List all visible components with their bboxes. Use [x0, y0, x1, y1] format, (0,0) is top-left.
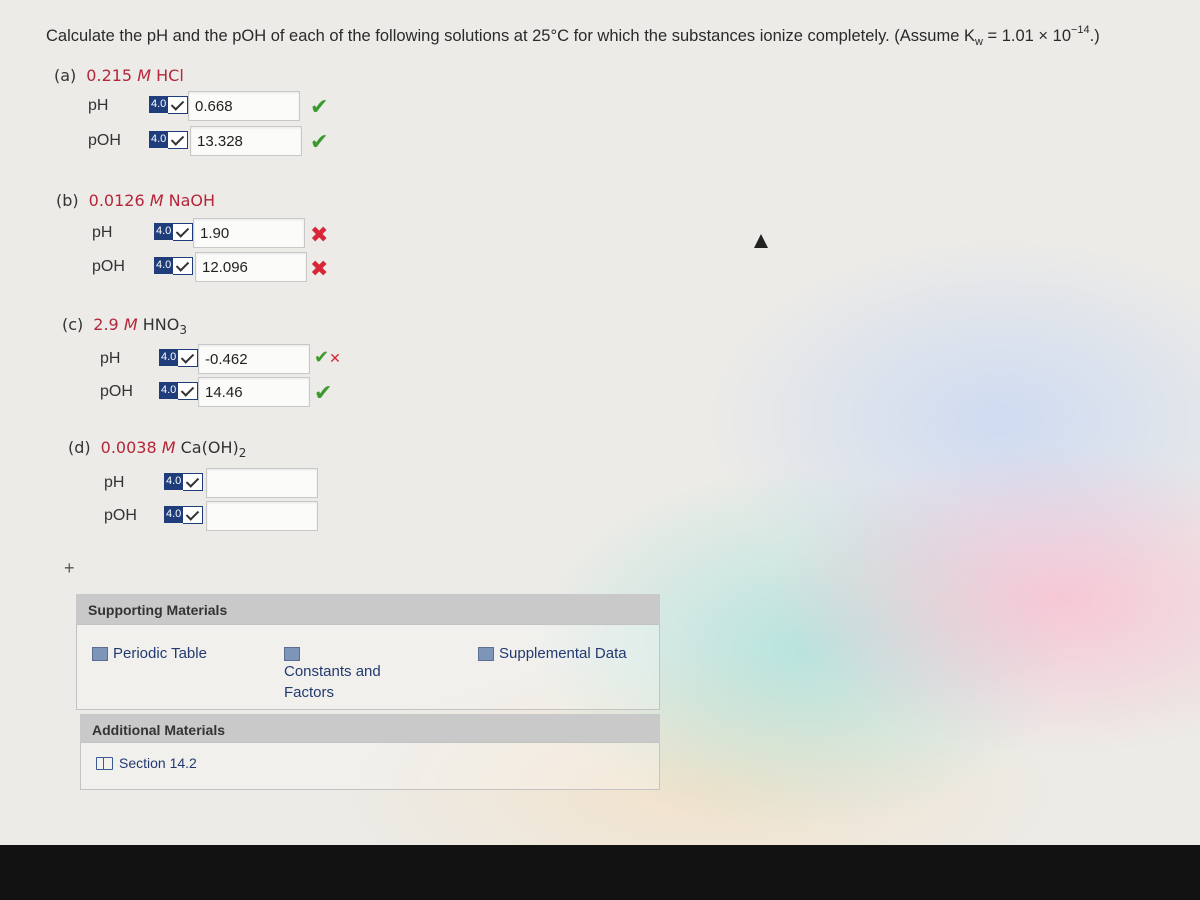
part-a-ph-points-badge: 4.0 — [149, 95, 193, 114]
checkmark-icon — [168, 131, 188, 149]
partial-credit-icon: ✔✕ — [314, 347, 341, 367]
part-a-label: (a) 0.215 M HCl — [54, 66, 184, 85]
checkmark-icon — [183, 473, 203, 491]
part-c-poh-label: pOH — [100, 383, 133, 400]
supporting-materials-header: Supporting Materials — [76, 594, 660, 624]
checkmark-icon — [178, 382, 198, 400]
part-d-ph-input[interactable] — [206, 468, 318, 498]
constants-icon — [284, 647, 300, 661]
part-c-ph-label: pH — [100, 350, 121, 367]
correct-check-icon: ✔ — [310, 129, 329, 154]
part-d-label: (d) 0.0038 M $Ca(OH)_2$ — [68, 438, 247, 460]
supplemental-data-link[interactable]: Supplemental Data — [478, 645, 627, 662]
periodic-table-link[interactable]: Periodic Table — [92, 645, 207, 662]
part-b-ph-label: pH — [92, 224, 113, 241]
part-a-poh-label: pOH — [88, 132, 121, 149]
part-d-poh-input[interactable] — [206, 501, 318, 531]
checkmark-icon — [173, 257, 193, 275]
part-b-poh-points-badge: 4.0 — [154, 256, 198, 275]
part-c-label: (c) 2.9 M $HNO_3$ — [62, 315, 187, 337]
partial-x-icon: ✕ — [329, 350, 341, 366]
part-b-poh-label: pOH — [92, 258, 125, 275]
question-text: Calculate the pH and the pOH of each of the following solutions at 25°C for which the substances ionize completely. (Assume $K_w = 1.01 \times 10^{-14}$.) — [46, 24, 1100, 48]
part-a-ph-input[interactable]: 0.668 — [188, 91, 300, 121]
monitor-bezel — [0, 845, 1200, 900]
checkmark-icon — [183, 506, 203, 524]
part-d-poh-points-badge: 4.0 — [164, 505, 208, 524]
part-b-ph-input[interactable]: 1.90 — [193, 218, 305, 248]
correct-check-icon: ✔ — [314, 380, 333, 405]
part-a-poh-points-badge: 4.0 — [149, 130, 193, 149]
part-c-poh-points-badge: 4.0 — [159, 381, 203, 400]
checkmark-icon — [173, 223, 193, 241]
correct-check-icon: ✔ — [310, 94, 329, 119]
part-c-poh-input[interactable]: 14.46 — [198, 377, 310, 407]
supplemental-data-icon — [478, 647, 494, 661]
incorrect-x-icon: ✖ — [310, 222, 329, 247]
part-a-poh-input[interactable]: 13.328 — [190, 126, 302, 156]
part-b-poh-input[interactable]: 12.096 — [195, 252, 307, 282]
add-icon[interactable]: + — [64, 558, 75, 578]
part-d-ph-points-badge: 4.0 — [164, 472, 208, 491]
additional-materials-header: Additional Materials — [80, 714, 660, 742]
checkmark-icon — [178, 349, 198, 367]
part-d-poh-label: pOH — [104, 507, 137, 524]
section-link[interactable]: Section 14.2 — [96, 755, 197, 771]
constants-factors-link[interactable]: Constants and Factors — [284, 645, 424, 703]
periodic-table-icon — [92, 647, 108, 661]
incorrect-x-icon: ✖ — [310, 256, 329, 281]
part-c-ph-points-badge: 4.0 — [159, 348, 203, 367]
part-a-ph-label: pH — [88, 97, 109, 114]
part-b-ph-points-badge: 4.0 — [154, 222, 198, 241]
checkmark-icon — [168, 96, 188, 114]
part-b-label: (b) 0.0126 M NaOH — [56, 191, 216, 210]
mouse-cursor-icon — [754, 234, 768, 248]
part-c-ph-input[interactable]: -0.462 — [198, 344, 310, 374]
part-d-ph-label: pH — [104, 474, 125, 491]
book-icon — [96, 757, 113, 770]
